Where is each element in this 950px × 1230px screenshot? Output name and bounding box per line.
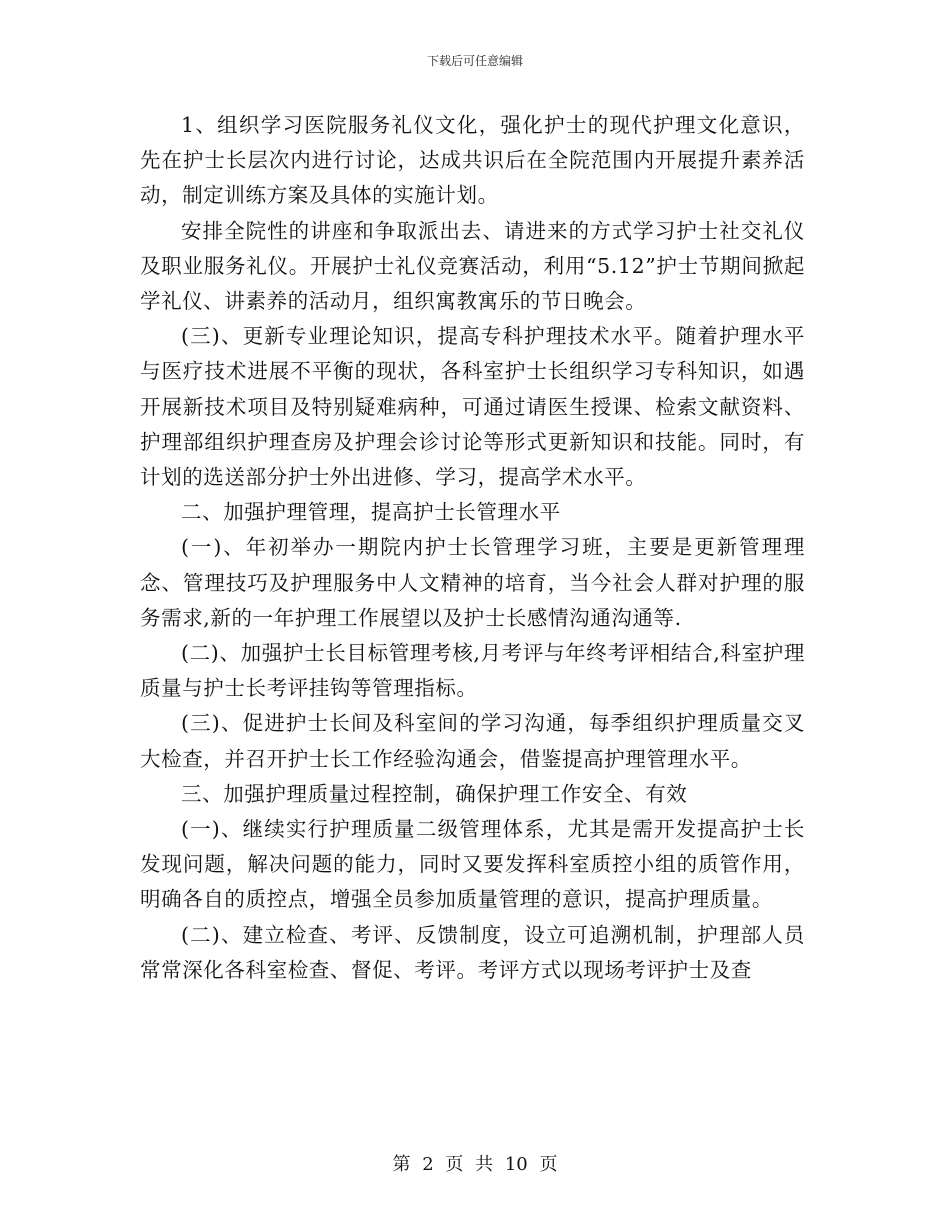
- page-footer: 第 2 页 共 10 页: [392, 1154, 558, 1175]
- document-body: [140, 108, 805, 988]
- paragraph-3: (三)、更新专业理论知识，提高专科护理技术水平。随着护理水平与医疗技术进展不平衡的现状，各科室护士长组织学习专科知识，如遇开展新技术项目及特别疑难病种，可通过请医生授课、检索文献资料、护理部组织护理查房及护理会诊讨论等形式更新知识和技能。同时，有计划的选送部分护士外出进修、学习，提高学术水平。: [140, 324, 805, 490]
- paragraph-5: (一)、年初举办一期院内护士长管理学习班，主要是更新管理理念、管理技巧及护理服务中人文精神的培育，当今社会人群对护理的服务需求,新的一年护理工作展望以及护士长感情沟通沟通等.: [140, 535, 805, 630]
- section-heading-2: 二、加强护理管理，提高护士长管理水平: [181, 500, 561, 525]
- section-heading-3: 三、加强护理质量过程控制，确保护理工作安全、有效: [181, 781, 688, 806]
- paragraph-2: 安排全院性的讲座和争取派出去、请进来的方式学习护士社交礼仪及职业服务礼仪。开展护士礼仪竞赛活动，利用“5.12”护士节期间掀起学礼仪、讲素养的活动月，组织寓教寓乐的节日晚会。: [140, 218, 805, 314]
- paragraph-6: (二)、加强护士长目标管理考核,月考评与年终考评相结合,科室护理质量与护士长考评挂钩等管理指标。: [140, 641, 805, 701]
- paragraph-9: (一)、继续实行护理质量二级管理体系，尤其是需开发提高护士长发现问题，解决问题的能力，同时又要发挥科室质控小组的质管作用，明确各自的质控点，增强全员参加质量管理的意识，提高护理质量。: [140, 817, 805, 912]
- paragraph-7: (三)、促进护士长间及科室间的学习沟通，每季组织护理质量交叉大检查，并召开护士长工作经验沟通会，借鉴提高护理管理水平。: [140, 711, 805, 771]
- paragraph-10: (二)、建立检查、考评、反馈制度，设立可追溯机制，护理部人员常常深化各科室检查、督促、考评。考评方式以现场考评护士及查: [140, 922, 805, 982]
- page-header: 下载后可任意编辑: [426, 54, 523, 68]
- paragraph-1: 1、组织学习医院服务礼仪文化，强化护士的现代护理文化意识，先在护士长层次内进行讨论，达成共识后在全院范围内开展提升素养活动，制定训练方案及具体的实施计划。: [140, 113, 805, 208]
